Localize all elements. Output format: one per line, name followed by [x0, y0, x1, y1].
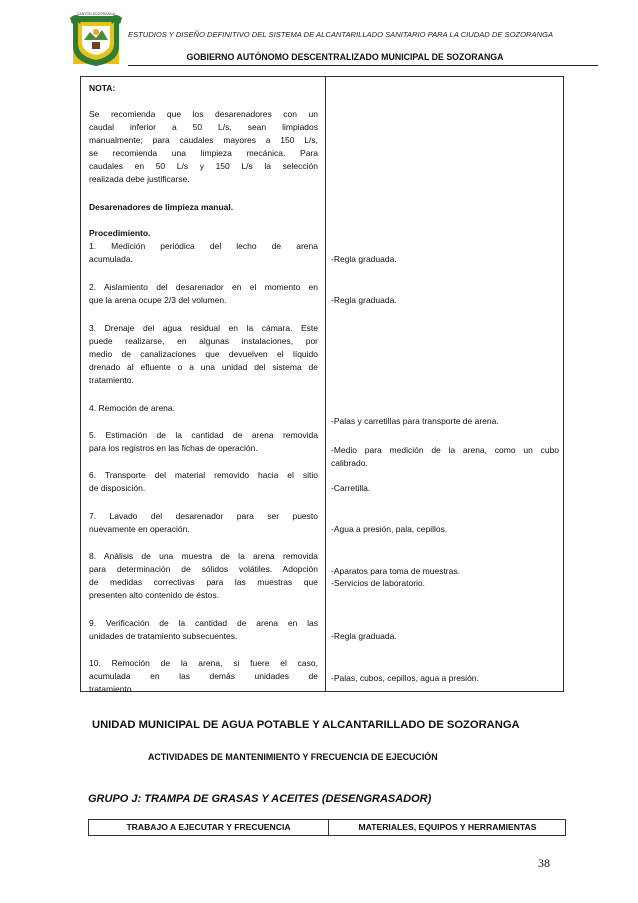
step-3-line: puede realizarse, en algunas instalaciones, por	[89, 336, 318, 346]
note-line: manualmente; para caudales mayores a 150 L/s,	[89, 135, 318, 145]
page-number: 38	[538, 856, 550, 870]
material-10: -Palas, cubos, cepillos, agua a presión.	[331, 673, 479, 683]
group-title: GRUPO J: TRAMPA DE GRASAS Y ACEITES (DESENGRASADOR)	[88, 793, 432, 805]
step-2-line: que la arena ocupe 2/3 del volumen.	[89, 295, 227, 305]
unit-title: UNIDAD MUNICIPAL DE AGUA POTABLE Y ALCANTARILLADO DE SOZORANGA	[92, 719, 520, 731]
step-2-line: 2. Aislamiento del desarenador en el momento en	[89, 282, 318, 292]
material-3: -Palas y carretillas para transporte de arena.	[331, 416, 499, 426]
government-title: GOBIERNO AUTÓNOMO DESCENTRALIZADO MUNICIPAL DE SOZORANGA	[186, 52, 504, 62]
material-1: -Regla graduada.	[331, 254, 397, 264]
note-line: se recomienda una limpieza mecánica. Para	[89, 148, 318, 158]
step-6-line: 6. Transporte del material removido hacia el sitio	[89, 470, 318, 480]
step-7-line: nuevamente en operación.	[89, 524, 190, 534]
step-3-line: medio de canalizaciones que devuelven el líquido	[89, 349, 318, 359]
step-3-line: tratamiento.	[89, 375, 134, 385]
logo-caption: CANTÓN SOZORANGA	[76, 12, 116, 16]
study-title: ESTUDIOS Y DISEÑO DEFINITIVO DEL SISTEMA DE ALCANTARILLADO SANITARIO PARA LA CIUDAD DE SOZORANGA	[128, 30, 554, 39]
material-8: -Servicios de laboratorio.	[331, 578, 426, 588]
note-title: NOTA:	[89, 83, 116, 93]
step-10-line: 10. Remoción de la arena, si fuere el caso,	[89, 658, 318, 668]
step-8-line: presenten alto contenido de éstos.	[89, 590, 219, 600]
step-3-line: drenado al efluente o a una unidad del sistema de	[89, 362, 318, 372]
material-5: -Carretilla.	[331, 483, 371, 493]
step-7-line: 7. Lavado del desarenador para ser puesto	[89, 511, 318, 521]
note-line: Se recomienda que los desarenadores con un	[89, 109, 318, 119]
group-table-header	[88, 819, 566, 836]
step-10-line: tratamiento.	[89, 684, 134, 694]
material-4: -Medio para medición de la arena, como un cubo	[331, 445, 559, 455]
step-5-line: para los registros en las fichas de operación.	[89, 443, 258, 453]
column-header-work: TRABAJO A EJECUTAR Y FRECUENCIA	[126, 822, 291, 832]
material-4-cont: calibrado.	[331, 458, 368, 468]
step-9-line: 9. Verificación de la cantidad de arena en las	[89, 618, 318, 628]
step-4-line: 4. Remoción de arena.	[89, 403, 175, 413]
step-10-line: acumulada en las demás unidades de	[89, 671, 318, 681]
step-6-line: de disposición.	[89, 483, 146, 493]
material-6: -Agua a presión, pala, cepillos.	[331, 524, 448, 534]
material-2: -Regla graduada.	[331, 295, 397, 305]
procedure-table	[80, 76, 564, 692]
column-divider	[325, 77, 326, 691]
material-9: -Regla graduada.	[331, 631, 397, 641]
material-7: -Aparatos para toma de muestras.	[331, 566, 460, 576]
step-8-line: de medidas correctivas para las muestras que	[89, 577, 318, 587]
step-8-line: 8. Análisis de una muestra de la arena removida	[89, 551, 318, 561]
note-line: caudal inferior a 50 L/s, sean limpiados	[89, 122, 318, 132]
step-1-line: 1. Medición periódica del lecho de arena	[89, 241, 318, 251]
step-5-line: 5. Estimación de la cantidad de arena removida	[89, 430, 318, 440]
note-line: caudales en 50 L/s y 150 L/s la selección	[89, 161, 318, 171]
activities-title: ACTIVIDADES DE MANTENIMIENTO Y FRECUENCIA DE EJECUCIÓN	[148, 752, 438, 762]
step-1-line: acumulada.	[89, 254, 133, 264]
step-3-line: 3. Drenaje del agua residual en la cámara. Este	[89, 323, 318, 333]
step-8-line: para determinación de sólidos volátiles. Adopción	[89, 564, 318, 574]
note-line: realizada debe justificarse.	[89, 174, 190, 184]
manual-cleaning-title: Desarenadores de limpieza manual.	[89, 202, 234, 212]
procedure-title: Procedimiento.	[89, 228, 151, 238]
column-header-materials: MATERIALES, EQUIPOS Y HERRAMIENTAS	[358, 822, 537, 832]
step-9-line: unidades de tratamiento subsecuentes.	[89, 631, 238, 641]
header-divider	[128, 65, 598, 66]
